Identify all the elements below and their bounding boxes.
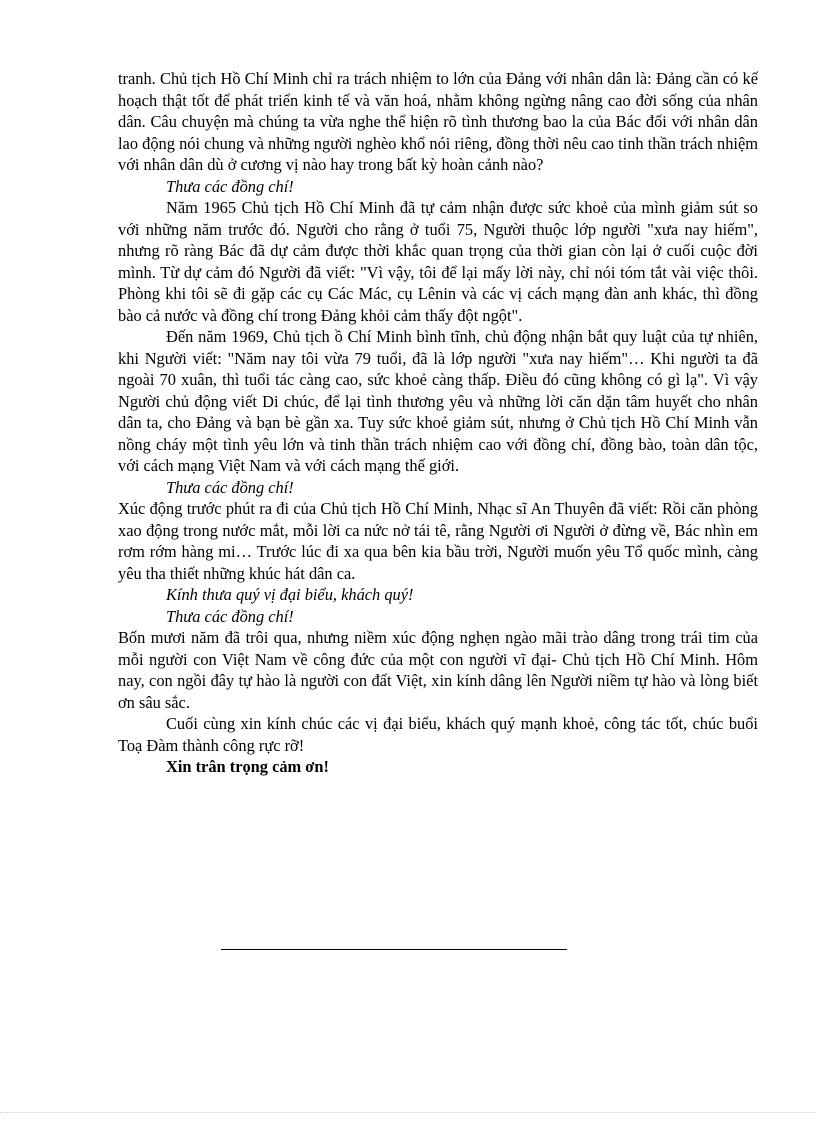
paragraph-opening: tranh. Chủ tịch Hồ Chí Minh chỉ ra trách nhiệm to lớn của Đảng với nhân dân là: Đảng cần có kế hoạch thật tốt để phát triển kinh tế và văn hoá, nhằm không ngừng nâng cao đời sống của nhân dân. Câu chuyện mà chúng ta vừa nghe thể hiện rõ tình thương bao la của Bác đối với nhân dân lao động nói chung và những người nghèo khổ nói riêng, đồng thời nêu cao tinh thần trách nhiệm với nhân dân dù ở cương vị nào hay trong bất kỳ hoàn cảnh nào? [118,69,758,174]
paragraph-1969: Đến năm 1969, Chủ tịch ồ Chí Minh bình tĩnh, chủ động nhận bắt quy luật của tự nhiên, khi Người viết: "Năm nay tôi vừa 79 tuổi, đã là lớp người "xưa nay hiếm"… Khi người ta đã ngoài 70 xuân, thì tuổi tác càng cao, sức khoẻ càng thấp. Điều đó cũng không có gì lạ". Vì vậy Người chủ động viết Di chúc, để lại tình thương yêu và những lời căn dặn tâm huyết cho nhân dân ta, cho Đảng và bạn bè gần xa. Tuy sức khoẻ giảm sút, nhưng ở Chủ tịch Hồ Chí Minh vẫn nồng cháy một tình yêu lớn và tinh thần trách nhiệm cao với đồng chí, đồng bào, toàn dân tộc, với cách mạng Việt Nam và với cách mạng thế giới. [118,327,758,475]
greeting-comrades: Thưa các đồng chí! [166,176,294,196]
paragraph-1965: Năm 1965 Chủ tịch Hồ Chí Minh đã tự cảm nhận được sức khoẻ của mình giảm sút so với những năm trước đó. Người cho rằng ở tuổi 75, Người thuộc lớp người "xưa nay hiếm", nhưng rõ ràng Bác đã dự cảm được thời khắc quan trọng của thời gian còn lại ở cuối cuộc đời mình. Từ dự cảm đó Người đã viết: "Vì vậy, tôi để lại mấy lời này, chỉ nói tóm tắt vài việc thôi. Phòng khi tôi sẽ đi gặp các cụ Các Mác, cụ Lênin và các vị cách mạng đàn anh khác, thì đồng bào cả nước và đồng chí trong Đảng khỏi cảm thấy đột ngột". [118,198,758,325]
document-page [118,68,758,778]
greeting-comrades-3: Thưa các đồng chí! [166,606,294,626]
paragraph-song: Xúc động trước phút ra đi của Chủ tịch Hồ Chí Minh, Nhạc sĩ An Thuyên đã viết: Rồi căn phòng xao động trong nước mắt, mỗi lời ca nức nở tái tê, rằng Người ơi Người ở đừng về, Bác nhìn em rơm rớm hàng mi… Trước lúc đi xa qua bên kia bầu trời, Người muốn yêu Tổ quốc mình, càng yêu tha thiết những khúc hát dân ca. [118,499,758,583]
closing-divider-line [221,949,567,950]
paragraph-wishes: Cuối cùng xin kính chúc các vị đại biểu, khách quý mạnh khoẻ, công tác tốt, chúc buổi Toạ Đàm thành công rực rỡ! [118,714,758,755]
closing-thanks: Xin trân trọng cảm ơn! [166,757,329,776]
greeting-delegates: Kính thưa quý vị đại biểu, khách quý! [166,585,414,604]
greeting-comrades-2: Thưa các đồng chí! [166,477,294,497]
page-bottom-edge [0,1112,816,1113]
paragraph-forty-years: Bốn mươi năm đã trôi qua, nhưng niềm xúc động nghẹn ngào mãi trào dâng trong trái tim của mỗi người con Việt Nam về công đức của một con người vĩ đại- Chủ tịch Hồ Chí Minh. Hôm nay, con ngồi đây tự hào là người con đất Việt, xin kính dâng lên Người niềm tự hào và lòng biết ơn sâu sắc. [118,628,758,712]
